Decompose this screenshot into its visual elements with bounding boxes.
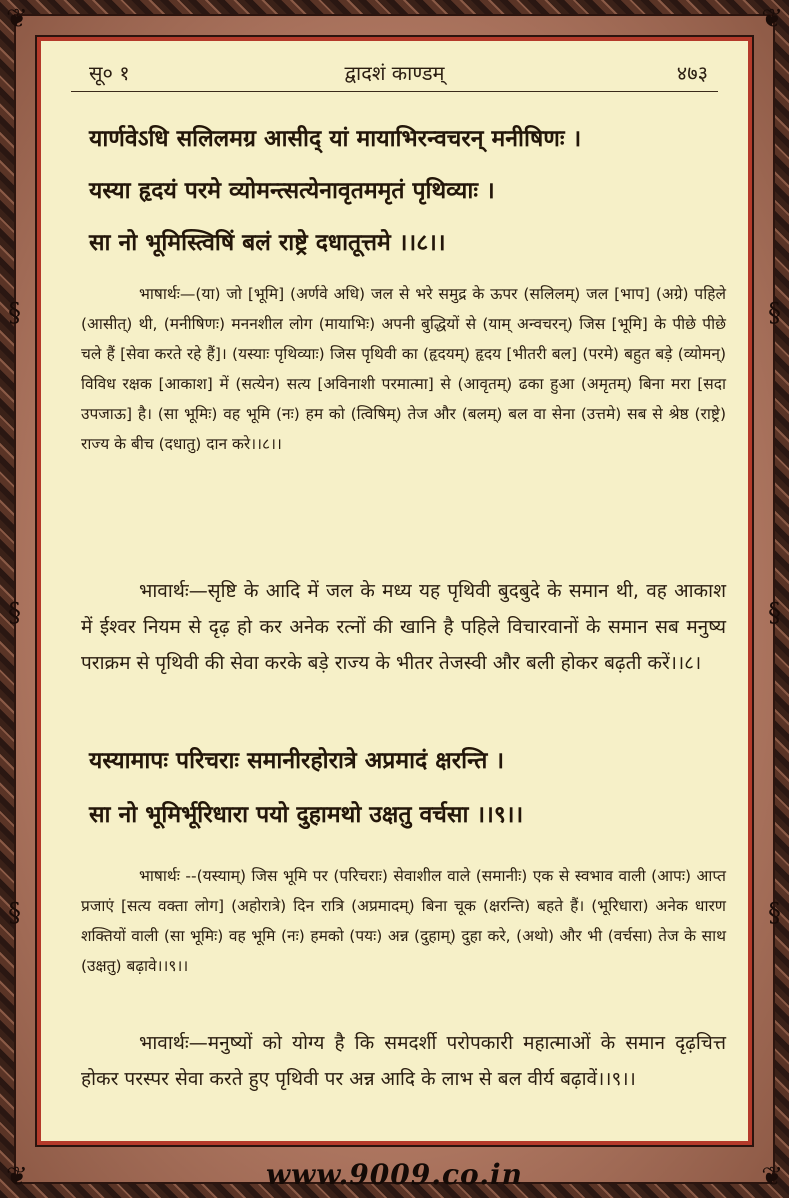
page-number: ४७३	[676, 61, 708, 85]
mantra-line: यार्णवेऽधि सलिलमग्र आसीद् यां मायाभिरन्वचरन् मनीषिणः ।	[89, 125, 582, 152]
sutra-number: सू० १	[89, 61, 130, 85]
website-link[interactable]: www.9009.co.in	[266, 1158, 523, 1191]
ornament-icon: §	[8, 598, 21, 628]
ornament-icon: ❦	[761, 4, 783, 34]
header-rule	[71, 91, 718, 92]
mantra-line: यस्यामापः परिचराः समानीरहोरात्रे अप्रमादं क्षरन्ति ।	[89, 747, 505, 774]
kanda-title: द्वादशं काण्डम्	[344, 61, 445, 85]
bhavartha-text: भावार्थः—मनुष्यों को योग्य है कि समदर्शी परोपकारी महात्माओं के समान दृढ़चित्त होकर परस्पर सेवा करते हुए पृथिवी पर अन्न आदि के लाभ से बल वीर्य बढ़ावें।।९।।	[81, 1032, 726, 1090]
bhashya-paragraph	[81, 279, 726, 459]
mantra-line: यस्या हृदयं परमे व्योमन्त्सत्येनावृतममृतं पृथिव्याः ।	[89, 177, 495, 204]
ornament-icon: §	[768, 298, 781, 328]
bhavartha-paragraph	[81, 1025, 726, 1097]
bhashya-text: भाषार्थः—(या) जो [भूमि] (अर्णवे अधि) जल से भरे समुद्र के ऊपर (सलिलम्) जल [भाप] (अग्रे) पहिले (आसीत्) थी, (मनीषिणः) मननशील लोग (मायाभिः) अपनी बुद्धियों से (याम् अन्वचरन्) जिस [भूमि] के पीछे पीछे चले हैं [सेवा करते रहे हैं]। (यस्याः पृथिव्याः) जिस पृथिवी का (हृदयम्) हृदय [भीतरी बल] (परमे) बहुत बड़े (व्योमन्) विविध रक्षक [आकाश] में (सत्येन) सत्य [अविनाशी परमात्मा] से (आवृतम्) ढका हुआ (अमृतम्) बिना मरा [सदा उपजाऊ] है। (सा भूमिः) वह भूमि (नः) हम को (त्विषिम्) तेज और (बलम्) बल वा सेना (उत्तमे) सब से श्रेष्ठ (राष्ट्रे) राज्य के बीच (दधातु) दान करे।।८।।	[81, 285, 726, 453]
book-page	[37, 37, 752, 1145]
bhavartha-text: भावार्थः—सृष्टि के आदि में जल के मध्य यह पृथिवी बुदबुदे के समान थी, वह आकाश में ईश्वर नियम से दृढ़ हो कर अनेक रत्नों की खानि है पहिले विचारवानों के समान सब मनुष्य पराक्रम से पृथिवी की सेवा करके बड़े राज्य के भीतर तेजस्वी और बली होकर बढ़ती करें।।८।	[81, 580, 726, 674]
mantra-line: सा नो भूमिस्त्विषिं बलं राष्ट्रे दधातूत्तमे ।।८।।	[89, 229, 446, 256]
bhashya-paragraph	[81, 861, 726, 981]
bhashya-text: भाषार्थः --(यस्याम्) जिस भूमि पर (परिचराः) सेवाशील वाले (समानीः) एक से स्वभाव वाली (आपः) आप्त प्रजाएं [सत्य वक्ता लोग] (अहोरात्रे) दिन रात्रि (अप्रमादम्) बिना चूक (क्षरन्ति) बहते हैं। (भूरिधारा) अनेक धारण शक्तियों वाली (सा भूमिः) वह भूमि (नः) हमको (पयः) अन्न (दुहाम्) दुहा करे, (अथो) और भी (वर्चसा) तेज के साथ (उक्षतु) बढ़ावे।।९।।	[81, 867, 726, 975]
ornament-icon: ❦	[761, 1162, 783, 1192]
ornament-icon: §	[8, 298, 21, 328]
bhavartha-paragraph	[81, 573, 726, 681]
ornament-icon: §	[768, 598, 781, 628]
page-header	[41, 59, 748, 89]
mantra-line: सा नो भूमिर्भूरिधारा पयो दुहामथो उक्षतु वर्चसा ।।९।।	[89, 801, 524, 828]
ornament-icon: §	[8, 898, 21, 928]
ornament-icon: §	[768, 898, 781, 928]
ornament-icon: ❦	[6, 1162, 28, 1192]
ornament-icon: ❦	[6, 4, 28, 34]
